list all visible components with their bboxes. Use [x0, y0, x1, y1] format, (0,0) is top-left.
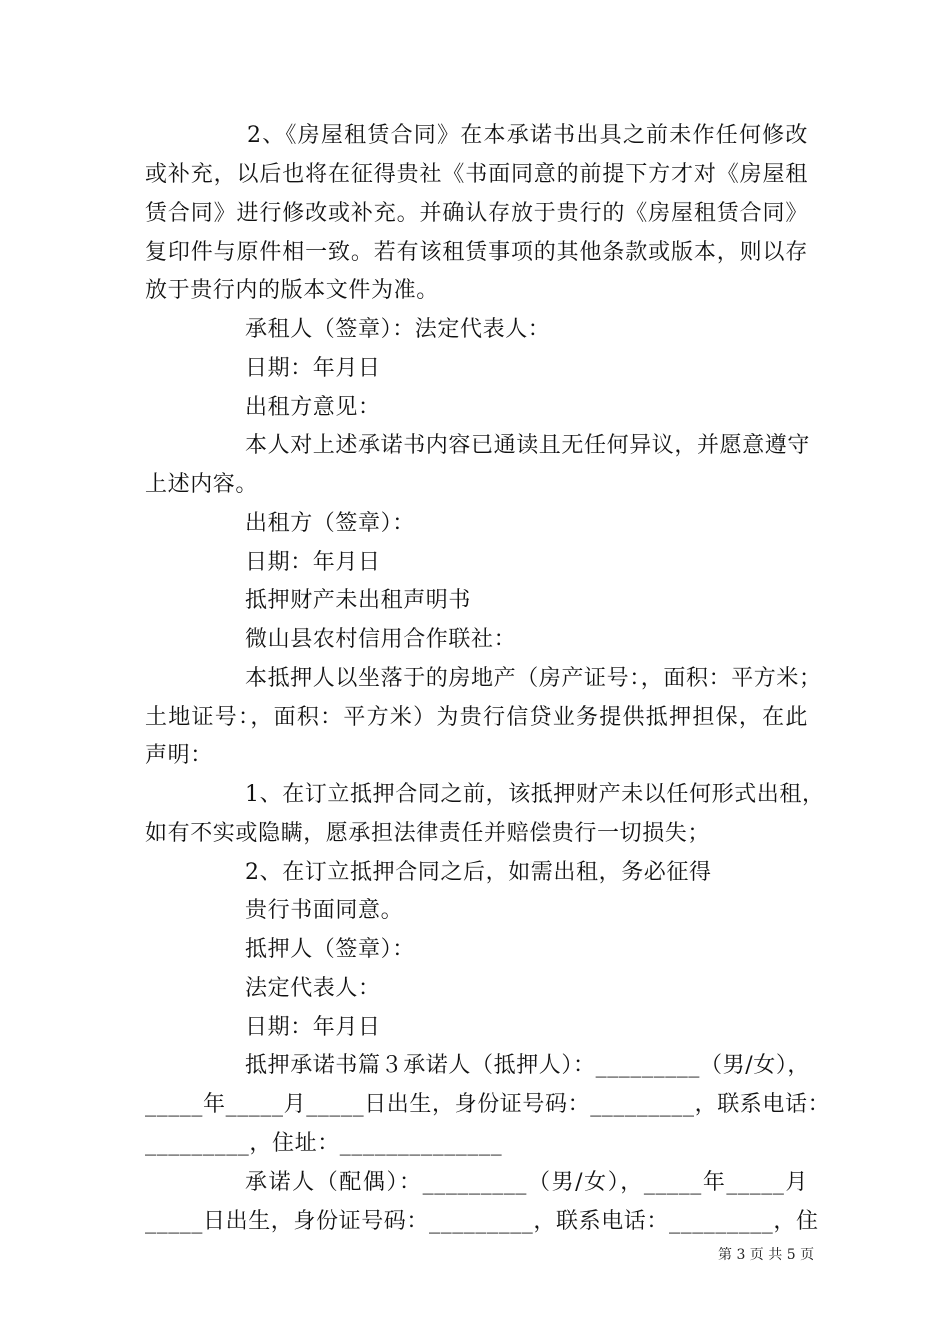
lessee-signature-line: 承租人（签章）：法定代表人：	[245, 317, 551, 342]
paragraph-line: _____年_____月_____日出生，身份证号码：_________，联系电话：	[145, 1092, 831, 1117]
paragraph-line: 本人对上述承诺书内容已通读且无任何异议，并愿意遵守	[245, 433, 811, 458]
paragraph-line: _________，住址：______________	[145, 1131, 503, 1156]
paragraph-line: 2、《房屋租赁合同》在本承诺书出具之前未作任何修改	[247, 123, 808, 148]
paragraph-line: 上述内容。	[145, 472, 259, 497]
section-heading: 出租方意见：	[245, 395, 381, 420]
paragraph-line: 本抵押人以坐落于的房地产（房产证号：，面积：平方米；	[245, 666, 822, 691]
paragraph-line: 1、在订立抵押合同之前，该抵押财产未以任何形式出租，	[245, 782, 825, 807]
paragraph-line: 承诺人（配偶）：_________（男/女），_____年_____月	[245, 1170, 808, 1195]
paragraph-line: 复印件与原件相一致。若有该租赁事项的其他条款或版本，则以存	[145, 240, 808, 265]
paragraph-line: 贵行书面同意。	[245, 898, 404, 923]
page-indicator: 第 3 页 共 5 页	[718, 1247, 815, 1263]
paragraph-line: 抵押承诺书篇３承诺人（抵押人）：_________（男/女），	[245, 1053, 811, 1078]
paragraph-line: _____日出生，身份证号码：_________，联系电话：_________，住	[145, 1209, 819, 1234]
date-line: 日期：年月日	[245, 550, 381, 575]
paragraph-line: 或补充，以后也将在征得贵社《书面同意的前提下方才对《房屋租	[145, 162, 808, 187]
date-line: 日期：年月日	[245, 1015, 381, 1040]
document-title: 抵押财产未出租声明书	[245, 588, 472, 613]
paragraph-line: 声明：	[145, 743, 213, 768]
paragraph-line: 土地证号：，面积：平方米）为贵行信贷业务提供抵押担保，在此	[145, 705, 808, 730]
paragraph-line: 2、在订立抵押合同之后，如需出租，务必征得	[245, 860, 712, 885]
date-line: 日期：年月日	[245, 356, 381, 381]
lessor-signature-line: 出租方（签章）：	[245, 511, 415, 536]
paragraph-line: 赁合同》进行修改或补充。并确认存放于贵行的《房屋租赁合同》	[145, 201, 808, 226]
paragraph-line: 如有不实或隐瞒，愿承担法律责任并赔偿贵行一切损失；	[145, 821, 711, 846]
mortgagor-signature-line: 抵押人（签章）：	[245, 937, 415, 962]
legal-representative-line: 法定代表人：	[245, 976, 381, 1001]
paragraph-line: 放于贵行内的版本文件为准。	[145, 278, 439, 303]
addressee-line: 微山县农村信用合作联社：	[245, 627, 517, 652]
